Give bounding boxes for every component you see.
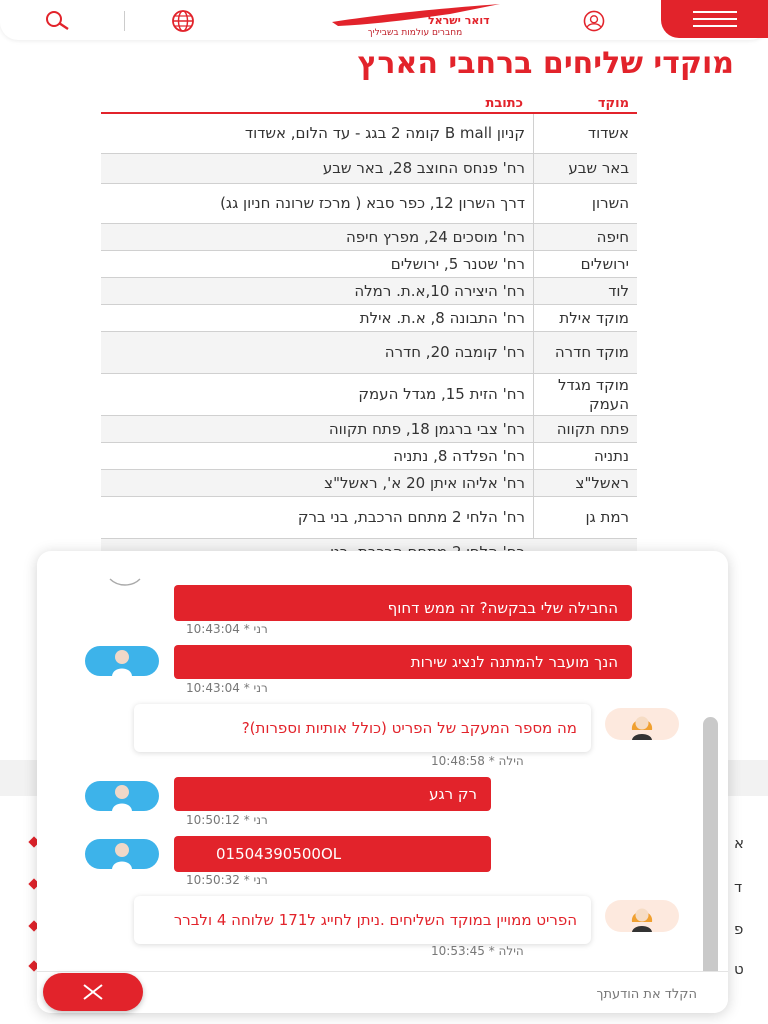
agent-avatar-icon: [94, 551, 154, 589]
agent-avatar-icon: [107, 781, 137, 811]
logo-tagline: מחברים עולמות בשביליך: [367, 28, 463, 38]
hamburger-menu-icon: [693, 9, 737, 29]
search-icon[interactable]: [44, 8, 70, 34]
chat-scrollbar[interactable]: [703, 717, 718, 995]
message-meta: 10:50:32 * רני: [186, 873, 268, 887]
table-row: [101, 332, 637, 374]
courier-centers-table: [101, 96, 637, 563]
cell-address: רח' צבי ברגמן 18, פתח תקווה: [328, 419, 525, 438]
message-text: רק רגע: [429, 785, 477, 803]
message-meta: 10:43:04 * רני: [186, 681, 268, 695]
cell-center: פתח תקווה: [533, 416, 637, 442]
table-row: [101, 251, 637, 278]
message-meta: 10:43:04 * רני: [186, 622, 268, 636]
background-glyph: ט: [734, 960, 744, 978]
message-text: החבילה שלי בבקשה? זה ממש דחוף: [387, 599, 618, 617]
top-header: [0, 0, 768, 40]
cell-center: באר שבע: [533, 154, 637, 183]
header-center: מוקד: [597, 96, 629, 111]
chat-message-input[interactable]: [137, 980, 697, 1008]
agent-avatar: [85, 646, 159, 676]
cell-address: רח' התבונה 8, א.ת. אילת: [359, 308, 525, 327]
cell-address: רח' הלחי 2 מתחם הרכבת, בני ברק: [297, 508, 525, 526]
user-avatar-icon: [626, 900, 658, 932]
user-avatar: [605, 708, 679, 740]
message-text: הנך מועבר להמתנה לנציג שירות: [410, 653, 618, 671]
cell-center: חיפה: [533, 224, 637, 250]
user-message: [134, 896, 591, 944]
background-glyph: א: [734, 834, 745, 852]
agent-avatar: [85, 781, 159, 811]
cell-address: דרך השרון 12, כפר סבא ( מרכז שרונה חניון גג): [220, 194, 525, 212]
cell-center: נתניה: [533, 443, 637, 469]
user-message: [134, 704, 591, 752]
message-meta: 10:50:12 * רני: [186, 813, 268, 827]
background-glyph: פ: [734, 920, 744, 938]
cell-center: מוקד אילת: [533, 305, 637, 331]
cell-address: רח' שטנר 5, ירושלים: [390, 254, 525, 273]
agent-avatar: [87, 551, 161, 591]
user-icon[interactable]: [581, 8, 607, 34]
chat-window: [37, 551, 728, 1013]
cell-center: מוקד חדרה: [533, 332, 637, 373]
cell-center: רמת גן: [533, 497, 637, 538]
table-row: [101, 305, 637, 332]
table-row: [101, 114, 637, 154]
agent-message: [174, 777, 491, 811]
table-row: [101, 278, 637, 305]
table-row: [101, 416, 637, 443]
cell-center: לוד: [533, 278, 637, 304]
agent-message: [174, 585, 632, 621]
cell-center: מוקד מגדל העמק: [533, 374, 637, 415]
table-header: [101, 96, 637, 114]
table-row: [101, 224, 637, 251]
table-row: [101, 497, 637, 539]
cell-address: רח' קומבה 20, חדרה: [384, 343, 525, 361]
header-divider: [124, 11, 125, 31]
agent-avatar: [85, 839, 159, 869]
table-row: [101, 184, 637, 224]
table-row: [101, 470, 637, 497]
user-avatar: [605, 900, 679, 932]
cell-center: ראשל"צ: [533, 470, 637, 496]
close-chat-fab-button[interactable]: [43, 973, 143, 1011]
cell-center: ירושלים: [533, 251, 637, 277]
cell-address: רח' הזית 15, מגדל העמק: [358, 385, 525, 403]
agent-avatar-icon: [107, 839, 137, 869]
cell-address: רח' הפלדה 8, נתניה: [393, 446, 525, 465]
table-row: [101, 154, 637, 184]
message-meta: 10:48:58 * הילה: [431, 754, 524, 768]
cell-address: רח' פנחס החוצב 28, באר שבע: [322, 159, 525, 177]
cell-address: רח' אליהו איתן 20 א', ראשל"צ: [324, 473, 525, 492]
background-glyph: ד: [734, 878, 743, 896]
cell-address: רח' היצירה 10,א.ת. רמלה: [354, 281, 525, 300]
cell-address: קניון B mall קומה 2 בגג - עד הלום, אשדוד: [244, 124, 525, 142]
logo-text: דואר ישראל: [428, 14, 490, 27]
table-row: [101, 374, 637, 416]
agent-message: [174, 836, 491, 872]
message-text: 01504390500OL: [216, 845, 342, 863]
header-address: כתובת: [485, 96, 523, 111]
message-text: הפריט ממויין במוקד השליחים .ניתן לחייג ל171 שלוחה 4 ולברר: [173, 911, 577, 929]
cell-center: השרון: [533, 184, 637, 223]
message-meta: 10:53:45 * הילה: [431, 944, 524, 958]
table-row: [101, 443, 637, 470]
hamburger-menu-button[interactable]: [661, 0, 768, 38]
cell-center: אשדוד: [533, 114, 637, 153]
agent-avatar-icon: [107, 646, 137, 676]
agent-message: [174, 645, 632, 679]
message-text: מה מספר המעקב של הפריט (כולל אותיות וספרות)?: [241, 719, 577, 737]
cell-address: רח' מוסכים 24, מפרץ חיפה: [345, 227, 525, 246]
globe-icon[interactable]: [170, 8, 196, 34]
page-title: מוקדי שליחים ברחבי הארץ: [357, 46, 734, 81]
close-icon: [80, 983, 106, 1001]
user-avatar-icon: [626, 708, 658, 740]
table-body: [101, 114, 637, 563]
